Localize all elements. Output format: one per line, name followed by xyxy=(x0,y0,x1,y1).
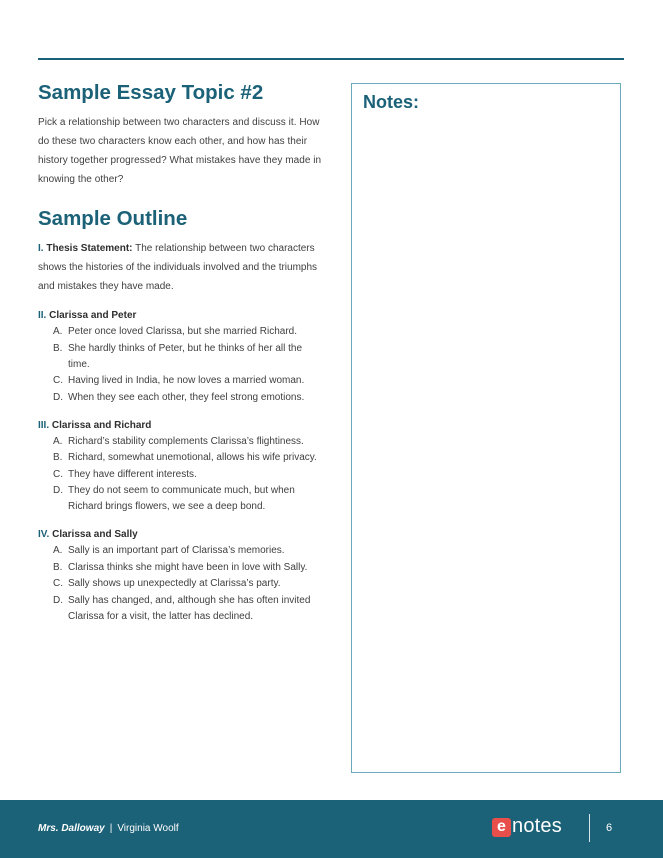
outline-section xyxy=(38,527,324,625)
list-item xyxy=(38,373,324,389)
essay-topic-text: Pick a relationship between two characters and discuss it. How do these two characters know each other, and how has their history together progressed? What mistakes have they made in knowing the other? xyxy=(38,117,322,185)
item-text: When they see each other, they feel strong emotions. xyxy=(68,391,305,403)
footer-divider xyxy=(589,814,590,842)
item-text: They do not seem to communicate much, but when Richard brings flowers, we see a deep bond. xyxy=(68,485,295,512)
footer-separator: | xyxy=(109,823,113,834)
list-item xyxy=(38,450,324,466)
header-rule xyxy=(38,58,624,60)
page-footer xyxy=(0,800,663,858)
section-numeral: IV. xyxy=(38,529,50,540)
section-numeral: II. xyxy=(38,310,47,321)
item-text: Having lived in India, he now loves a married woman. xyxy=(68,375,305,386)
section-heading xyxy=(38,418,324,434)
item-letter: B. xyxy=(53,342,63,354)
thesis-numeral: I. xyxy=(38,243,44,254)
item-text: Clarissa thinks she might have been in love with Sally. xyxy=(68,561,308,573)
item-text: Sally shows up unexpectedly at Clarissa’s party. xyxy=(68,578,281,589)
notes-box xyxy=(351,83,621,773)
list-item xyxy=(38,434,324,450)
outline-section xyxy=(38,308,324,406)
item-text: She hardly thinks of Peter, but he thinks of her all the time. xyxy=(68,342,303,370)
list-item xyxy=(38,341,324,373)
list-item xyxy=(38,593,324,625)
item-letter: C. xyxy=(53,578,63,589)
page-number: 6 xyxy=(606,822,613,834)
section-items xyxy=(38,434,324,516)
section-items xyxy=(38,543,324,625)
item-text: Richard, somewhat unemotional, allows his wife privacy. xyxy=(68,452,317,463)
enotes-logo-e-icon: e xyxy=(492,818,511,837)
item-letter: D. xyxy=(53,485,63,496)
list-item xyxy=(38,483,324,515)
list-item xyxy=(38,543,324,559)
item-text: Richard’s stability complements Clarissa’s flightiness. xyxy=(68,435,304,447)
notes-title: Notes: xyxy=(363,92,420,112)
section-title: Clarissa and Peter xyxy=(49,310,137,321)
section-heading xyxy=(38,527,324,543)
item-text: Sally has changed, and, although she has often invited Clarissa for a visit, the latter has declined. xyxy=(68,594,311,622)
item-text: Sally is an important part of Clarissa’s memories. xyxy=(68,545,285,556)
outline-section xyxy=(38,418,324,516)
item-text: Peter once loved Clarissa, but she married Richard. xyxy=(68,326,297,337)
section-numeral: III. xyxy=(38,419,50,431)
section-heading xyxy=(38,308,324,324)
thesis-label: Thesis Statement: xyxy=(46,243,133,254)
thesis-text: The relationship between two characters shows the histories of the individuals involved and the triumphs and mistakes they have made. xyxy=(38,243,318,292)
footer-book-title: Mrs. Dalloway xyxy=(38,823,105,834)
section-items xyxy=(38,324,324,406)
outline-sections xyxy=(38,308,324,625)
item-letter: D. xyxy=(53,391,63,403)
item-letter: D. xyxy=(53,594,63,606)
item-letter: A. xyxy=(53,326,63,337)
section-title: Clarissa and Sally xyxy=(52,529,138,540)
list-item xyxy=(38,467,324,483)
enotes-logo-word: notes xyxy=(512,815,562,837)
list-item xyxy=(38,576,324,592)
item-letter: B. xyxy=(53,561,63,573)
list-item xyxy=(38,560,324,576)
section-title: Clarissa and Richard xyxy=(51,419,152,431)
footer-title xyxy=(38,823,179,834)
list-item xyxy=(38,390,324,406)
essay-topic-title: Sample Essay Topic #2 xyxy=(38,81,264,104)
thesis-statement xyxy=(38,239,324,296)
item-text: They have different interests. xyxy=(68,468,197,480)
list-item xyxy=(38,324,324,340)
item-letter: A. xyxy=(53,435,63,447)
essay-column xyxy=(38,80,324,625)
outline-title: Sample Outline xyxy=(38,207,188,230)
item-letter: B. xyxy=(53,452,63,463)
item-letter: C. xyxy=(53,375,63,386)
item-letter: A. xyxy=(53,545,63,556)
footer-author: Virginia Woolf xyxy=(117,823,179,834)
item-letter: C. xyxy=(53,468,63,480)
